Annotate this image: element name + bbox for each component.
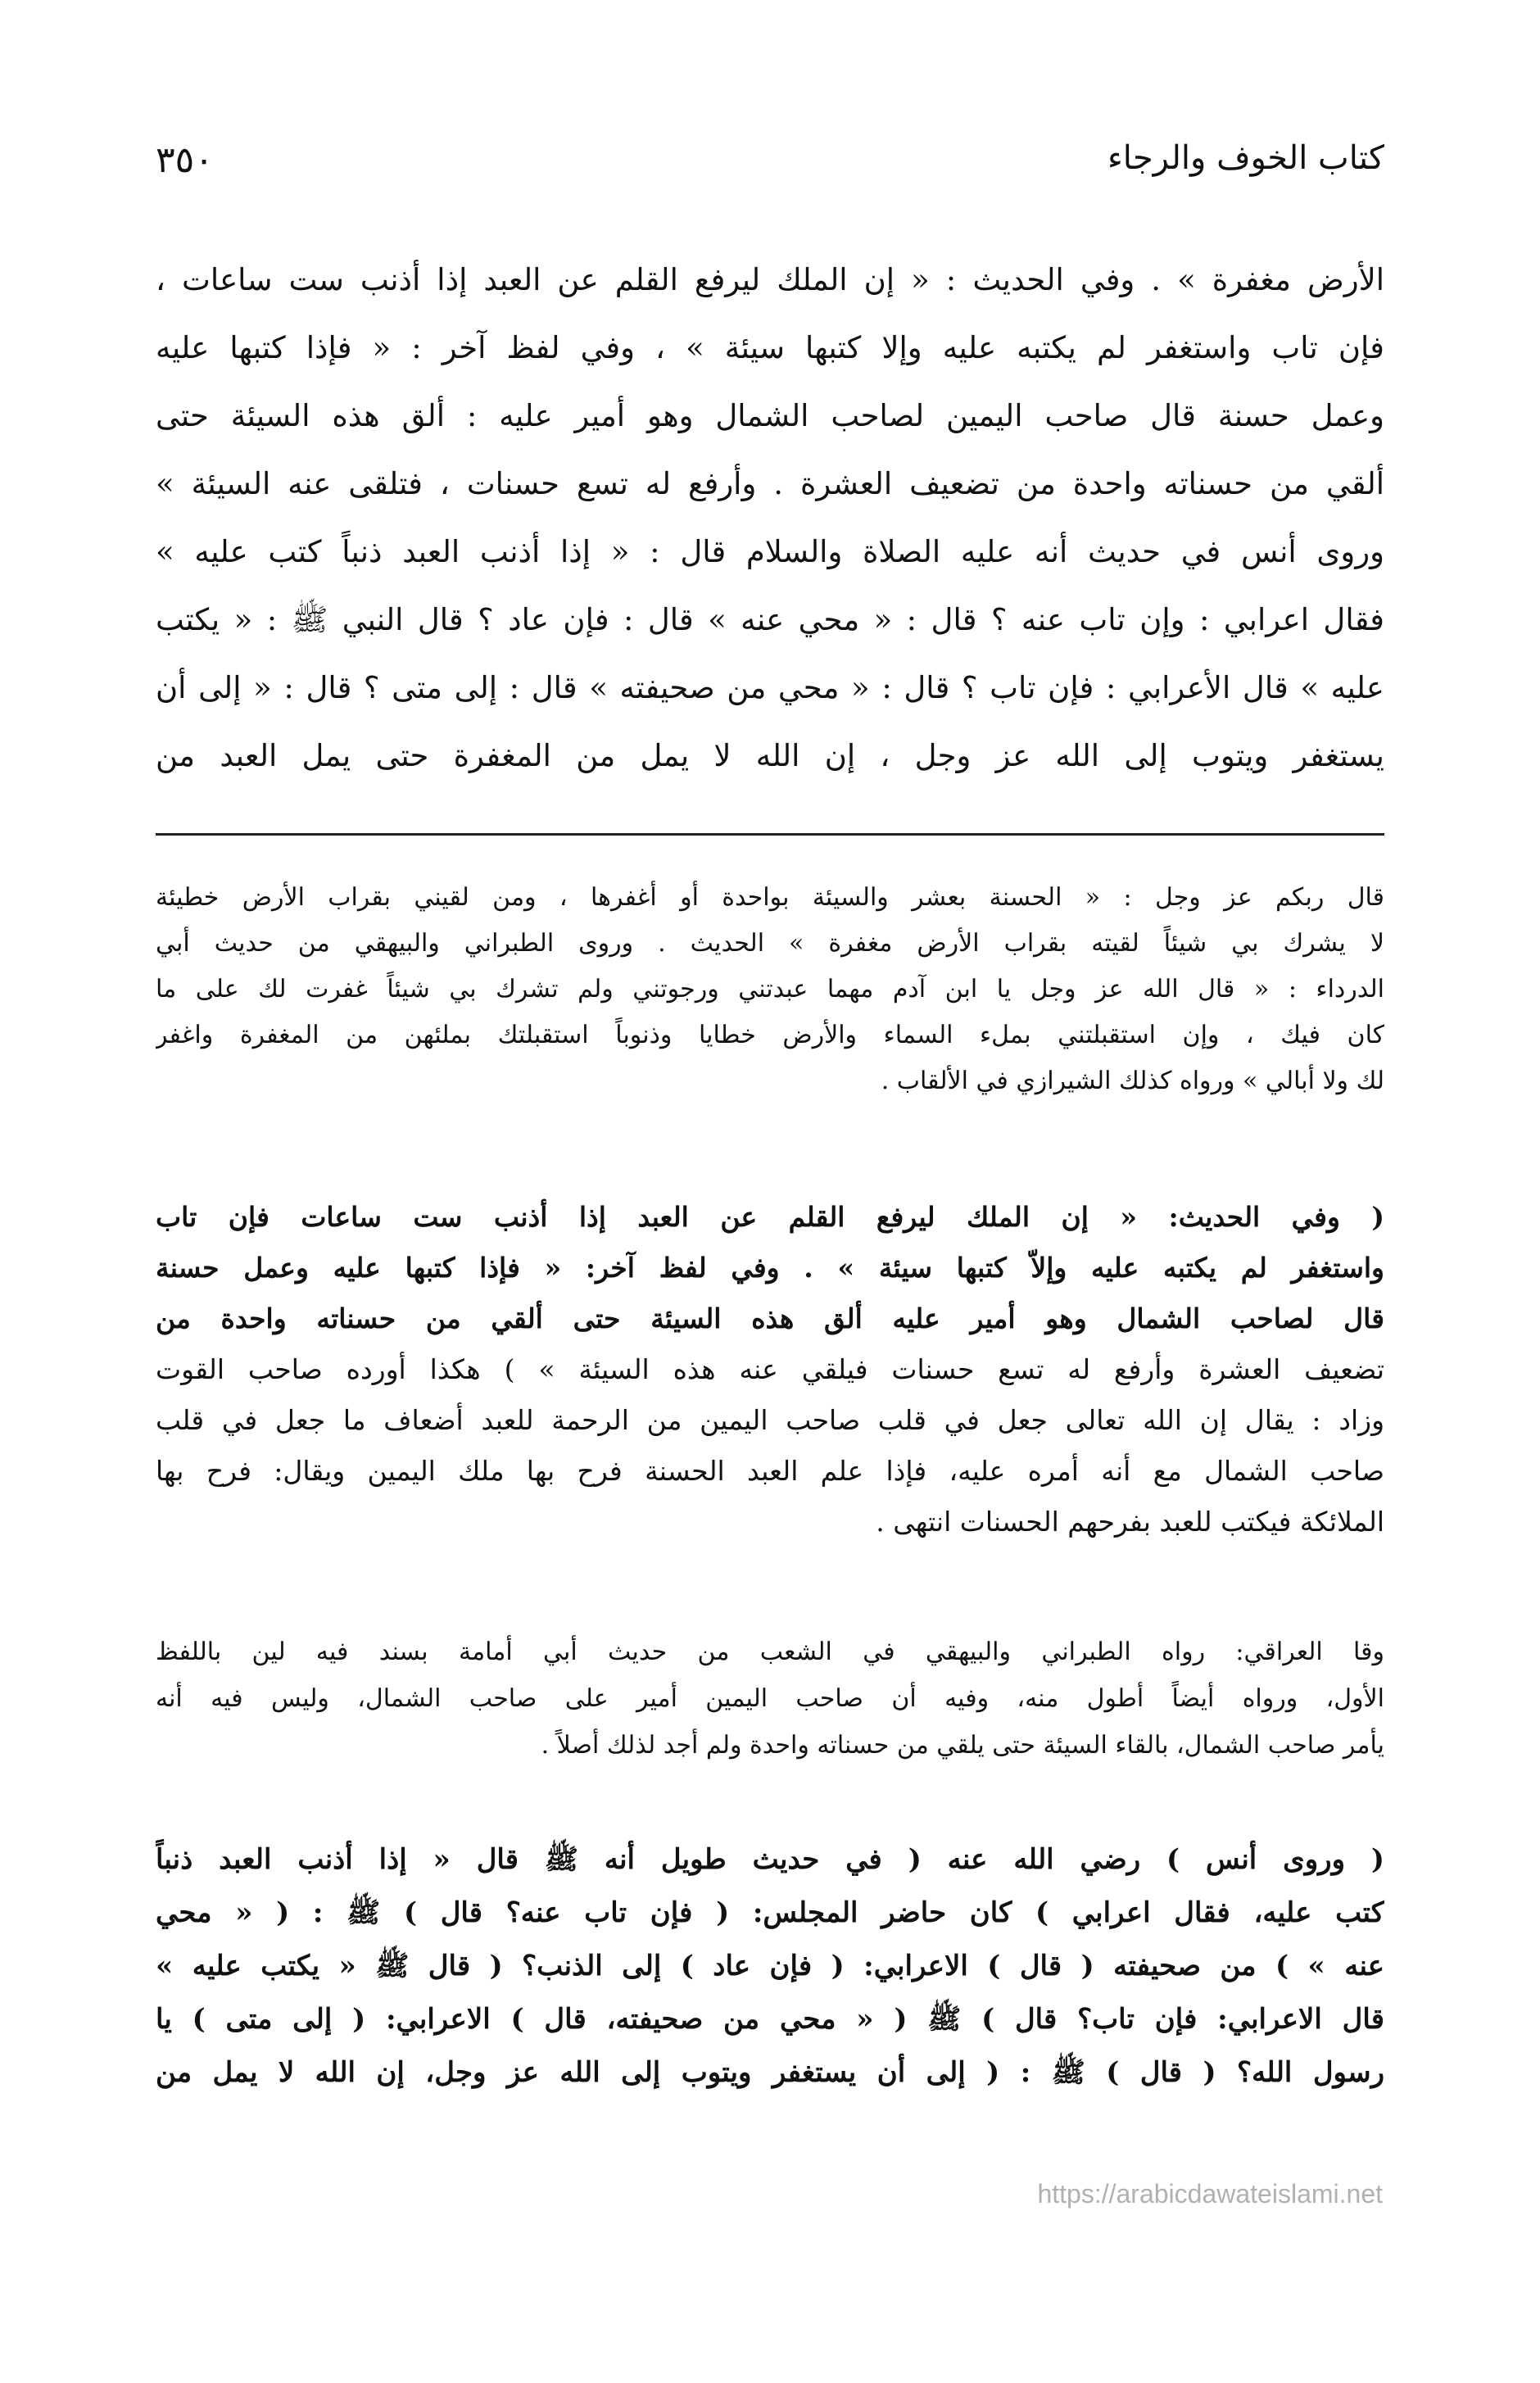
commentary-paragraph-1 <box>156 1192 1384 1547</box>
footnote <box>156 875 1384 1104</box>
commentary-line: رسول الله؟ ( قال ) ﷺ : ( إلى أن يستغفر ويتوب إلى الله عز وجل، إن الله لا يمل من <box>156 2056 1384 2089</box>
commentary-line: ( وروى أنس ) رضي الله عنه ( في حديث طويل أنه ﷺ قال « إذا أذنب العبد ذنباً <box>156 1843 1384 1876</box>
main-line: وروى أنس في حديث أنه عليه الصلاة والسلام قال : « إذا أذنب العبد ذنباً كتب عليه » <box>156 534 1384 569</box>
commentary-line: يأمر صاحب الشمال، بالقاء السيئة حتى يلقي من حسناته واحدة ولم أجد لذلك أصلاً . <box>541 1731 1384 1760</box>
commentary-line: قال لصاحب الشمال وهو أمير عليه ألق هذه السيئة حتى ألقي من حسناته واحدة من <box>156 1302 1384 1334</box>
main-line: الأرض مغفرة » . وفي الحديث : « إن الملك ليرفع القلم عن العبد إذا أذنب ست ساعات ، <box>156 262 1384 297</box>
commentary-line: تضعيف العشرة وأرفع له تسع حسنات فيلقي عنه هذه السيئة » ) هكذا أورده صاحب القوت <box>156 1353 1384 1385</box>
page-header <box>156 139 1384 197</box>
commentary-paragraph-3 <box>156 1833 1384 2100</box>
commentary-line: صاحب الشمال مع أنه أمره عليه، فإذا علم العبد الحسنة فرح بها ملك اليمين ويقال: فرح بها <box>156 1455 1384 1487</box>
main-text <box>156 246 1384 790</box>
main-line: وعمل حسنة قال صاحب اليمين لصاحب الشمال وهو أمير عليه : ألق هذه السيئة حتى <box>156 398 1384 433</box>
commentary-paragraph-2 <box>156 1629 1384 1769</box>
commentary-line: وقا العراقي: رواه الطبراني والبيهقي في الشعب من حديث أبي أمامة بسند فيه لين باللفظ <box>156 1638 1384 1666</box>
footnote-line: الدرداء : « قال الله عز وجل يا ابن آدم مهما عبدتني ورجوتني ولم تشرك بي شيئاً غفرت لك على ما <box>156 975 1384 1003</box>
footnote-divider <box>156 833 1384 836</box>
commentary-line: ( وفي الحديث: « إن الملك ليرفع القلم عن العبد إذا أذنب ست ساعات فإن تاب <box>156 1201 1384 1233</box>
footnote-line: لك ولا أبالي » ورواه كذلك الشيرازي في الألقاب . <box>881 1067 1384 1095</box>
main-line: فقال اعرابي : وإن تاب عنه ؟ قال : « محي عنه » قال : فإن عاد ؟ قال النبي ﷺ : « يكتب <box>156 602 1384 637</box>
commentary-line: قال الاعرابي: فإن تاب؟ قال ) ﷺ ( « محي من صحيفته، قال ) الاعرابي: ( إلى متى ) يا <box>156 2003 1384 2036</box>
commentary-line: الملائكة فيكتب للعبد بفرحهم الحسنات انتهى . <box>876 1506 1384 1538</box>
commentary-line: واستغفر لم يكتبه عليه وإلاّ كتبها سيئة » . وفي لفظ آخر: « فإذا كتبها عليه وعمل حسنة <box>156 1252 1384 1284</box>
chapter-title: كتاب الخوف والرجاء <box>1107 139 1384 177</box>
commentary-line: كتب عليه، فقال اعرابي ) كان حاضر المجلس: ( فإن تاب عنه؟ قال ) ﷺ : ( « محي <box>156 1896 1384 1929</box>
footnote-line: لا يشرك بي شيئاً لقيته بقراب الأرض مغفرة » الحديث . وروى الطبراني والبيهقي من حديث أبي <box>156 929 1384 958</box>
footnote-line: كان فيك ، وإن استقبلتني بملء السماء والأرض خطايا وذنوباً استقبلتك بملئهن من المغفرة واغفر <box>156 1021 1384 1049</box>
commentary-line: عنه » ) من صحيفته ( قال ) الاعرابي: ( فإن عاد ) إلى الذنب؟ ( قال ﷺ « يكتب عليه » <box>156 1950 1384 1982</box>
main-line: ألقي من حسناته واحدة من تضعيف العشرة . وأرفع له تسع حسنات ، فتلقى عنه السيئة » <box>156 466 1384 501</box>
main-line: يستغفر ويتوب إلى الله عز وجل ، إن الله لا يمل من المغفرة حتى يمل العبد من <box>156 738 1384 773</box>
main-line: عليه » قال الأعرابي : فإن تاب ؟ قال : « محي من صحيفته » قال : إلى متى ؟ قال : « إلى أن <box>156 670 1384 705</box>
commentary-line: الأول، ورواه أيضاً أطول منه، وفيه أن صاحب اليمين أمير على صاحب الشمال، وليس فيه أنه <box>156 1684 1384 1713</box>
page-number: ٣٥٠ <box>156 139 214 181</box>
watermark-url: https://arabicdawateislami.net <box>1037 2179 1383 2209</box>
commentary-line: وزاد : يقال إن الله تعالى جعل في قلب صاحب اليمين من الرحمة للعبد أضعاف ما جعل في قلب <box>156 1404 1384 1436</box>
main-line: فإن تاب واستغفر لم يكتبه عليه وإلا كتبها سيئة » ، وفي لفظ آخر : « فإذا كتبها عليه <box>156 330 1384 365</box>
footnote-line: قال ربكم عز وجل : « الحسنة بعشر والسيئة بواحدة أو أغفرها ، ومن لقيني بقراب الأرض خطيئة <box>156 883 1384 912</box>
